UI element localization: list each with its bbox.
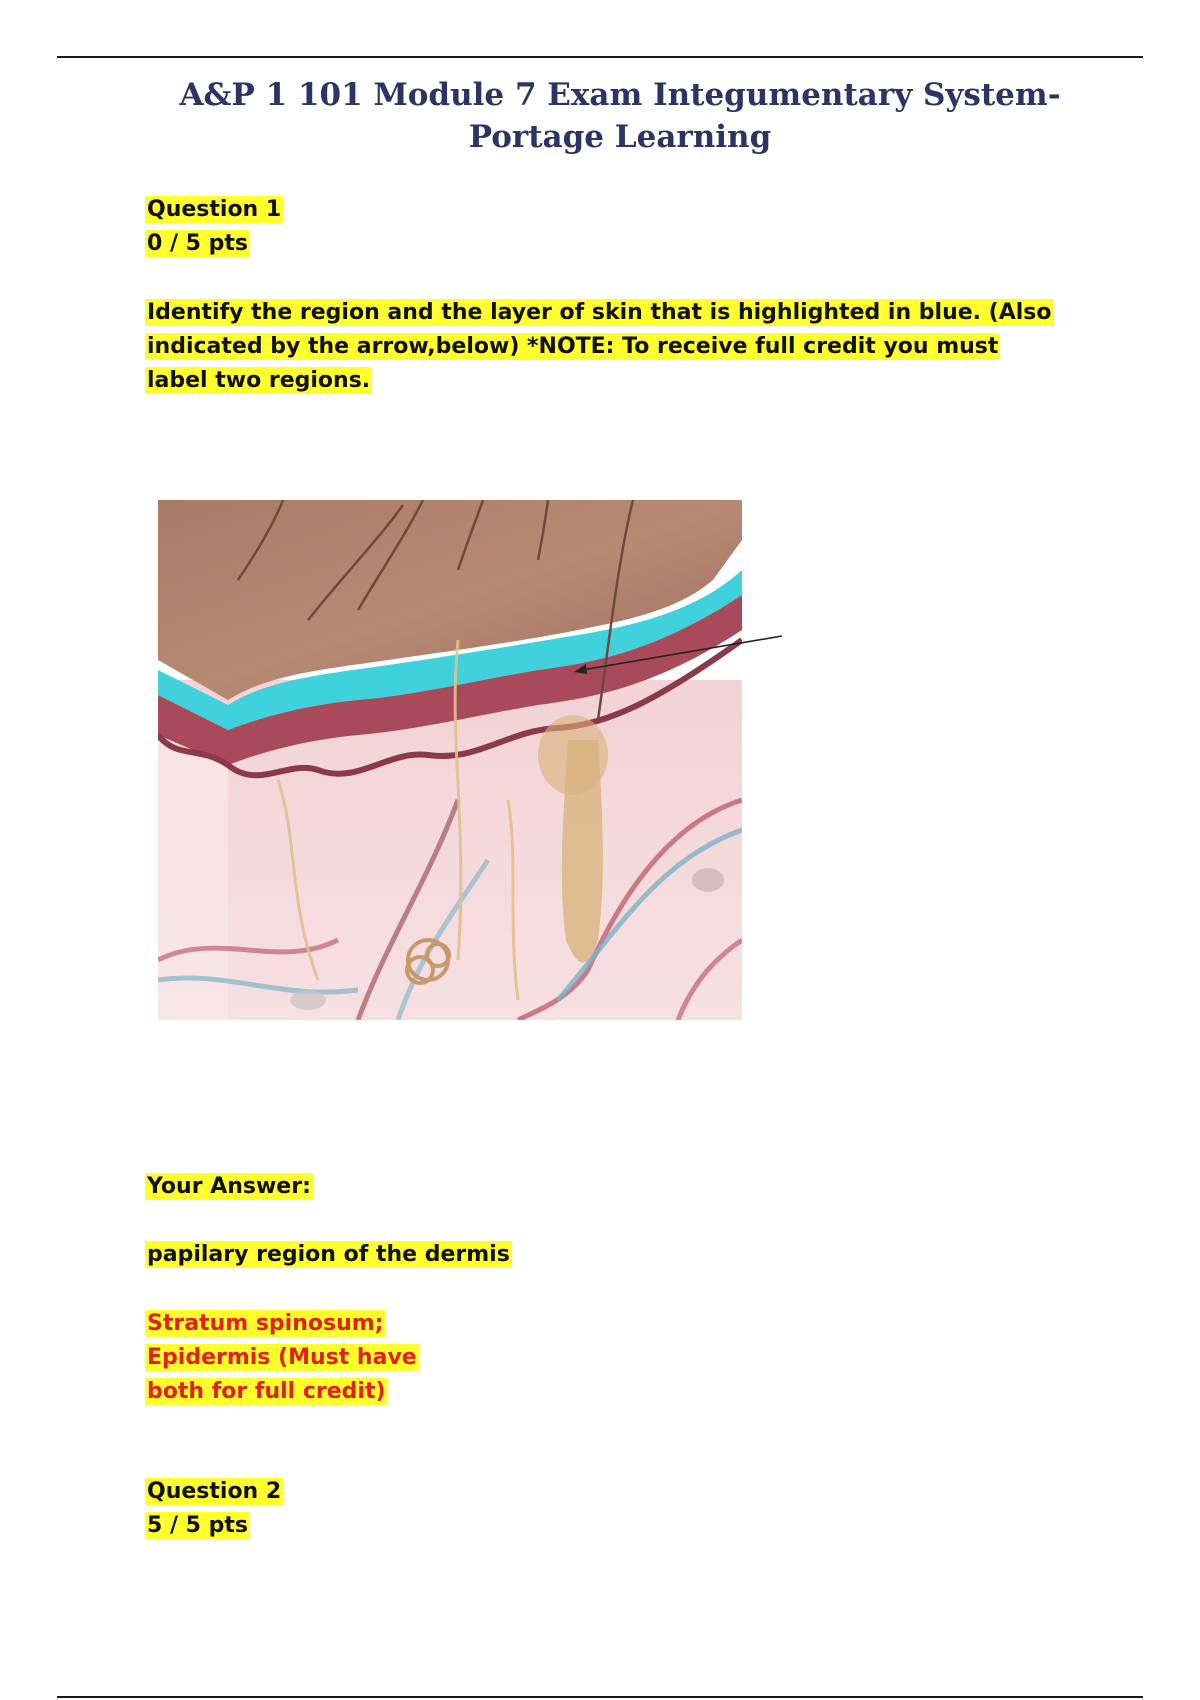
question-1-heading: Question 1: [147, 197, 282, 222]
your-answer-block: [145, 1238, 512, 1272]
prompt-line-2: indicated by the arrow,below) *NOTE: To receive full credit you must: [147, 334, 999, 359]
question-2-header: [145, 1475, 283, 1543]
question-1-header: [145, 193, 283, 261]
title-line-1: A&P 1 101 Module 7 Exam Integumentary System-: [179, 77, 1061, 113]
your-answer-label-block: [145, 1170, 313, 1204]
correct-answer-block: [145, 1307, 419, 1409]
question-2-heading: Question 2: [147, 1479, 282, 1504]
correct-answer-line-2: Epidermis (Must have: [147, 1345, 417, 1370]
top-rule: [57, 56, 1143, 58]
bottom-rule: [57, 1696, 1143, 1698]
prompt-line-3: label two regions.: [147, 368, 371, 393]
question-1-prompt: [145, 296, 1115, 398]
correct-answer-line-1: Stratum spinosum;: [147, 1311, 384, 1336]
question-1-score: 0 / 5 pts: [147, 231, 248, 256]
correct-answer-line-3: both for full credit): [147, 1379, 386, 1404]
your-answer-text: papilary region of the dermis: [147, 1242, 510, 1267]
your-answer-label: Your Answer:: [147, 1174, 311, 1199]
skin-cross-section-image: [158, 500, 742, 1020]
title-line-2: Portage Learning: [468, 119, 772, 155]
document-title: [100, 74, 1140, 158]
prompt-line-1: Identify the region and the layer of skin that is highlighted in blue. (Also: [147, 300, 1052, 325]
arrow-pointer: [570, 630, 790, 680]
question-2-score: 5 / 5 pts: [147, 1513, 248, 1538]
